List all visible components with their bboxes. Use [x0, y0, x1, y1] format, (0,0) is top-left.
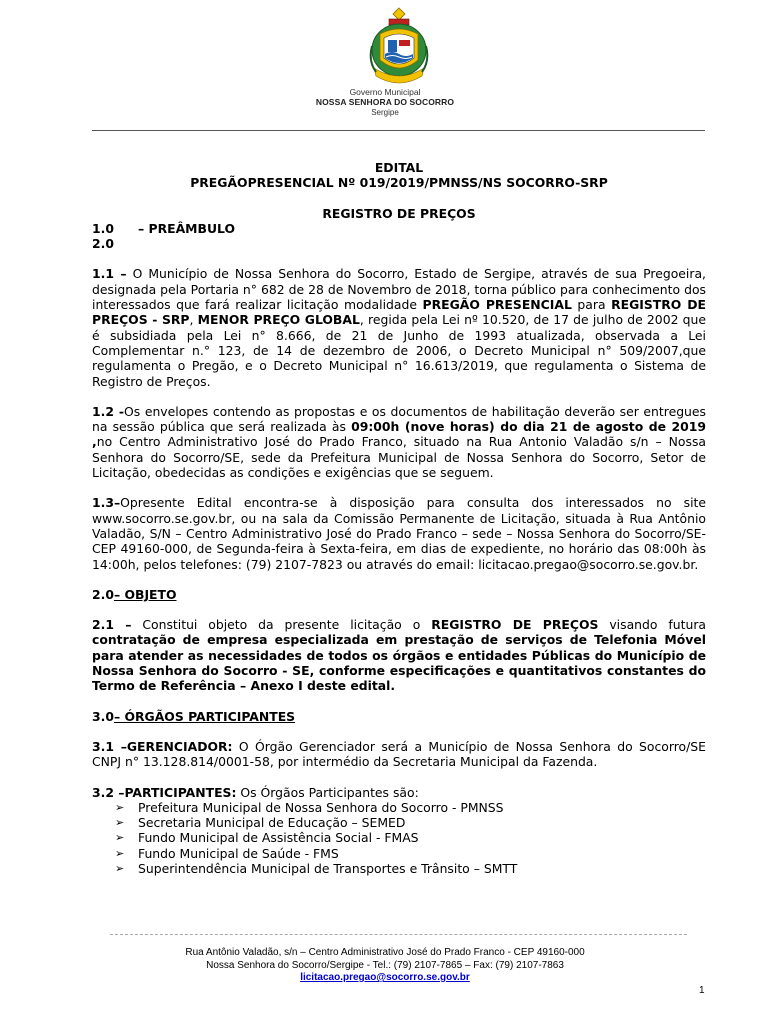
- preamble-row-2: [92, 236, 706, 251]
- clause-3-1: 3.1 –GERENCIADOR: O Órgão Gerenciador será a Município de Nossa Senhora do Socorro/SE CNPJ n° 13.128.814/0001-58, por intermédio da Secretaria Municipal da Fazenda.: [92, 738, 707, 770]
- footer-email-link[interactable]: licitacao.pregao@socorro.se.gov.br: [300, 972, 470, 983]
- page-footer: [0, 947, 770, 985]
- page-header: [0, 0, 770, 130]
- section-3-heading: 3.0– ÓRGÃOS PARTICIPANTES: [92, 708, 296, 724]
- preamble-number-2: 2.0: [92, 236, 114, 252]
- clause-3-2: 3.2 –PARTICIPANTES: Os Órgãos Participantes são:: [92, 784, 419, 800]
- registry-heading: REGISTRO DE PREÇOS: [322, 205, 476, 221]
- header-state-name: Sergipe: [371, 108, 399, 117]
- arrow-bullet-icon: ➢: [115, 800, 125, 814]
- footer-address: Rua Antônio Valadão, s/n – Centro Administrativo José do Prado Franco - CEP 49160-000: [185, 947, 585, 958]
- arrow-bullet-icon: ➢: [115, 816, 125, 830]
- header-government-label: Governo Municipal: [349, 87, 421, 97]
- preamble-row: [92, 221, 706, 236]
- clause-1-3: 1.3–Opresente Edital encontra-se à disposição para consulta dos interessados no site www.socorro.se.gov.br, ou na sala da Comissão Permanente de Licitação, situada à Rua Antônio Valadão, S/N – Centro Administrativo José do Prado Franco – sede – Nossa Senhora do Socorro/SE- CEP 49160-000, de Segunda-feira à Sexta-feira, em dias de expediente, no horário das 08:00h às 14:00h, pelos telefones: (79) 2107-7823 ou através do email: licitacao.pregao@socorro.se.gov.br.: [92, 495, 706, 572]
- arrow-bullet-icon: ➢: [115, 846, 125, 860]
- list-item: ➢ Secretaria Municipal de Educação – SEMED: [115, 815, 406, 831]
- document-title: EDITAL: [374, 160, 424, 175]
- list-item: ➢ Fundo Municipal de Assistência Social - FMAS: [115, 830, 419, 846]
- clause-1-1: 1.1 – O Município de Nossa Senhora do Socorro, Estado de Sergipe, através de sua Pregoeira, designada pela Portaria n° 682 de 28 de Novembro de 2018, torna público para conhecimento dos interessados que fará realizar licitação modalidade PREGÃO PRESENCIAL para REGISTRO DE PREÇOS - SRP, MENOR PREÇO GLOBAL, regida pela Lei nº 10.520, de 17 de julho de 2002 que é subsidiada pela Lei n° 8.666, de 21 de Junho de 1993 atualizada, observada a Lei Complementar n.° 123, de 14 de dezembro de 2006, o Decreto Municipal n° 509/2007,que regulamenta o Pregão, e o Decreto Municipal n° 16.613/2019, que regulamenta o Sistema de Registro de Preços.: [92, 266, 707, 389]
- header-divider: [92, 130, 705, 131]
- header-municipality-name: NOSSA SENHORA DO SOCORRO: [315, 97, 455, 107]
- clause-1-2: 1.2 -Os envelopes contendo as propostas e os documentos de habilitação deverão ser entregues na sessão pública que será realizada às 09:00h (nove horas) do dia 21 de agosto de 2019 ,no Centro Administrativo José do Prado Franco, situado na Rua Antonio Valadão s/n – Nossa Senhora do Socorro/SE, sede da Prefeitura Municipal de Nossa Senhora do Socorro, Setor de Licitação, obedecidas as condições e exigências que se seguem.: [92, 403, 706, 481]
- list-item: ➢ Superintendência Municipal de Transportes e Trânsito – SMTT: [115, 860, 518, 876]
- footer-contact: Nossa Senhora do Socorro/Sergipe - Tel.: (79) 2107-7865 – Fax: (79) 2107-7863: [206, 959, 564, 971]
- arrow-bullet-icon: ➢: [115, 831, 125, 845]
- footer-divider: [110, 934, 687, 935]
- section-2-heading: 2.0– OBJETO: [92, 586, 177, 602]
- list-item: ➢ Prefeitura Municipal de Nossa Senhora do Socorro - PMNSS: [115, 799, 504, 815]
- preamble-number: 1.0: [92, 220, 114, 236]
- clause-2-1: 2.1 – Constitui objeto da presente licitação o REGISTRO DE PREÇOS visando futura contratação de empresa especializada em prestação de serviços de Telefonia Móvel para atender as necessidades de todos os órgãos e entidades Públicas do Município de Nossa Senhora do Socorro - SE, conforme especificações e quantitativos constantes do Termo de Referência – Anexo I deste edital.: [92, 617, 707, 694]
- document-body: [92, 160, 706, 876]
- participants-list: [92, 800, 706, 876]
- list-item: ➢ Fundo Municipal de Saúde - FMS: [115, 845, 339, 861]
- document-subtitle: PREGÃOPRESENCIAL Nº 019/2019/PMNSS/NS SOCORRO-SRP: [190, 175, 608, 191]
- municipal-crest-logo: [368, 6, 430, 88]
- preamble-label: – PREÂMBULO: [138, 220, 236, 236]
- arrow-bullet-icon: ➢: [115, 861, 125, 875]
- page-number: 1: [699, 985, 705, 996]
